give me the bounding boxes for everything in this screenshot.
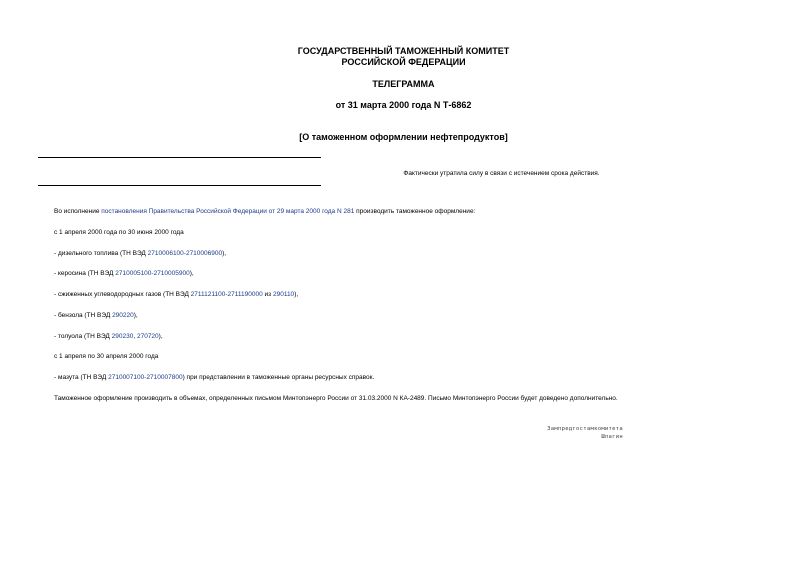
doc-type: ТЕЛЕГРАММА	[372, 79, 435, 89]
lpg-item	[54, 291, 298, 299]
lpg-middle: из	[262, 291, 273, 298]
diesel-item	[54, 250, 226, 258]
doc-date: от 31 марта 2000 года N Т-6862	[335, 100, 472, 110]
signatory-name: Шпагин	[601, 434, 623, 440]
benzene-prefix: - бензола (ТН ВЭД	[54, 312, 113, 319]
org-name-line1: ГОСУДАРСТВЕННЫЙ ТАМОЖЕННЫЙ КОМИТЕТ	[297, 46, 510, 56]
signatory-position: Зампредгостамкомитета	[547, 426, 623, 432]
lpg-code-link[interactable]: 2711121100-2711190000	[190, 291, 263, 298]
kerosene-prefix: - керосина (ТН ВЭД	[54, 270, 116, 277]
decree-link[interactable]: постановления Правительства Российской Федерации от 29 марта 2000 года N 281	[101, 208, 355, 215]
period1-paragraph: с 1 апреля 2000 года по 30 июня 2000 года	[54, 229, 184, 236]
benzene-suffix: ),	[133, 312, 138, 319]
divider-bottom	[38, 185, 321, 186]
toluene-code-link-1[interactable]: 290230	[111, 333, 134, 340]
closing-paragraph: Таможенное оформление производить в объемах, определенных письмом Минтопэнерго России от 31.03.2000 N КА-2489. Письмо Минтопэнерго России будет доведено дополнительно.	[54, 395, 618, 402]
toluene-middle: ,	[133, 333, 137, 340]
fuel-oil-code-link[interactable]: 2710007100-2710007800	[108, 374, 183, 381]
benzene-code-link[interactable]: 290220	[112, 312, 134, 319]
doc-title: [О таможенном оформлении нефтепродуктов]	[299, 132, 508, 142]
toluene-code-link-2[interactable]: 270720	[136, 333, 159, 340]
fuel-oil-prefix: - мазута (ТН ВЭД	[54, 374, 109, 381]
intro-prefix: Во исполнение	[54, 208, 102, 215]
lpg-suffix: ),	[294, 291, 299, 298]
kerosene-code-link[interactable]: 2710005100-2710005900	[115, 270, 190, 277]
kerosene-item	[54, 270, 194, 278]
diesel-suffix: ),	[222, 250, 227, 257]
status-note: Фактически утратила силу в связи с истечением срока действия.	[403, 170, 600, 177]
lpg-exclusion-code-link[interactable]: 290110	[272, 291, 295, 298]
fuel-oil-suffix: ) при представлении в таможенные органы ресурсных справок.	[182, 374, 375, 381]
intro-paragraph	[54, 208, 475, 216]
toluene-item	[54, 333, 163, 341]
divider-top	[38, 157, 321, 158]
diesel-code-link[interactable]: 2710006100-2710006900	[147, 250, 223, 257]
toluene-suffix: ),	[158, 333, 163, 340]
fuel-oil-item	[54, 374, 374, 382]
intro-suffix: производить таможенное оформление:	[354, 208, 476, 215]
toluene-prefix: - толуола (ТН ВЭД	[54, 333, 112, 340]
org-name-line2: РОССИЙСКОЙ ФЕДЕРАЦИИ	[341, 57, 466, 67]
diesel-prefix: - дизельного топлива (ТН ВЭД	[54, 250, 148, 257]
benzene-item	[54, 312, 138, 320]
period2-paragraph: с 1 апреля по 30 апреля 2000 года	[54, 353, 159, 360]
kerosene-suffix: ),	[189, 270, 194, 277]
lpg-prefix: - сжиженных углеводородных газов (ТН ВЭД	[54, 291, 191, 298]
